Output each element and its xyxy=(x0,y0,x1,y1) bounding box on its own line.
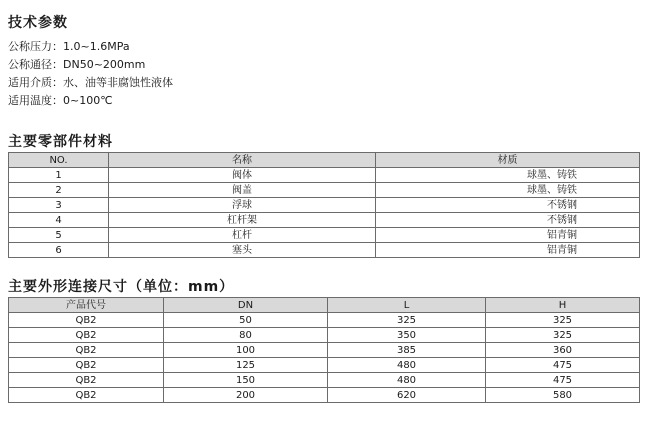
table-row: 6 塞头 铝青铜 xyxy=(9,243,640,258)
dims-header-code: 产品代号 xyxy=(9,298,164,313)
spec-pressure: 公称压力：1.0~1.6MPa xyxy=(8,40,130,53)
dims-table xyxy=(8,297,640,403)
parts-header-material: 材质 xyxy=(376,153,640,168)
table-row: 2 阀盖 球墨、铸铁 xyxy=(9,183,640,198)
spec-diameter: 公称通径：DN50~200mm xyxy=(8,58,146,71)
parts-title: 主要零部件材料 xyxy=(8,134,113,150)
table-row: QB2 100 385 360 xyxy=(9,343,640,358)
table-row: 3 浮球 不锈钢 xyxy=(9,198,640,213)
spec-temperature: 适用温度：0~100℃ xyxy=(8,94,113,107)
parts-header-row xyxy=(9,153,640,168)
tech-params-list xyxy=(8,38,173,110)
table-row: 5 杠杆 铝青铜 xyxy=(9,228,640,243)
dims-title: 主要外形连接尺寸（单位：mm） xyxy=(8,279,235,295)
spec-medium: 适用介质：水、油等非腐蚀性液体 xyxy=(8,76,173,89)
dims-header-dn: DN xyxy=(164,298,328,313)
dims-header-row xyxy=(9,298,640,313)
parts-header-name: 名称 xyxy=(109,153,376,168)
table-row: QB2 200 620 580 xyxy=(9,388,640,403)
dims-header-h: H xyxy=(486,298,640,313)
parts-table xyxy=(8,152,640,258)
table-row: QB2 80 350 325 xyxy=(9,328,640,343)
parts-header-no: NO. xyxy=(9,153,109,168)
table-row: 1 阀体 球墨、铸铁 xyxy=(9,168,640,183)
tech-params-title: 技术参数 xyxy=(8,15,68,31)
table-row: QB2 150 480 475 xyxy=(9,373,640,388)
table-row: 4 杠杆架 不锈钢 xyxy=(9,213,640,228)
dims-header-l: L xyxy=(328,298,486,313)
table-row: QB2 50 325 325 xyxy=(9,313,640,328)
table-row: QB2 125 480 475 xyxy=(9,358,640,373)
